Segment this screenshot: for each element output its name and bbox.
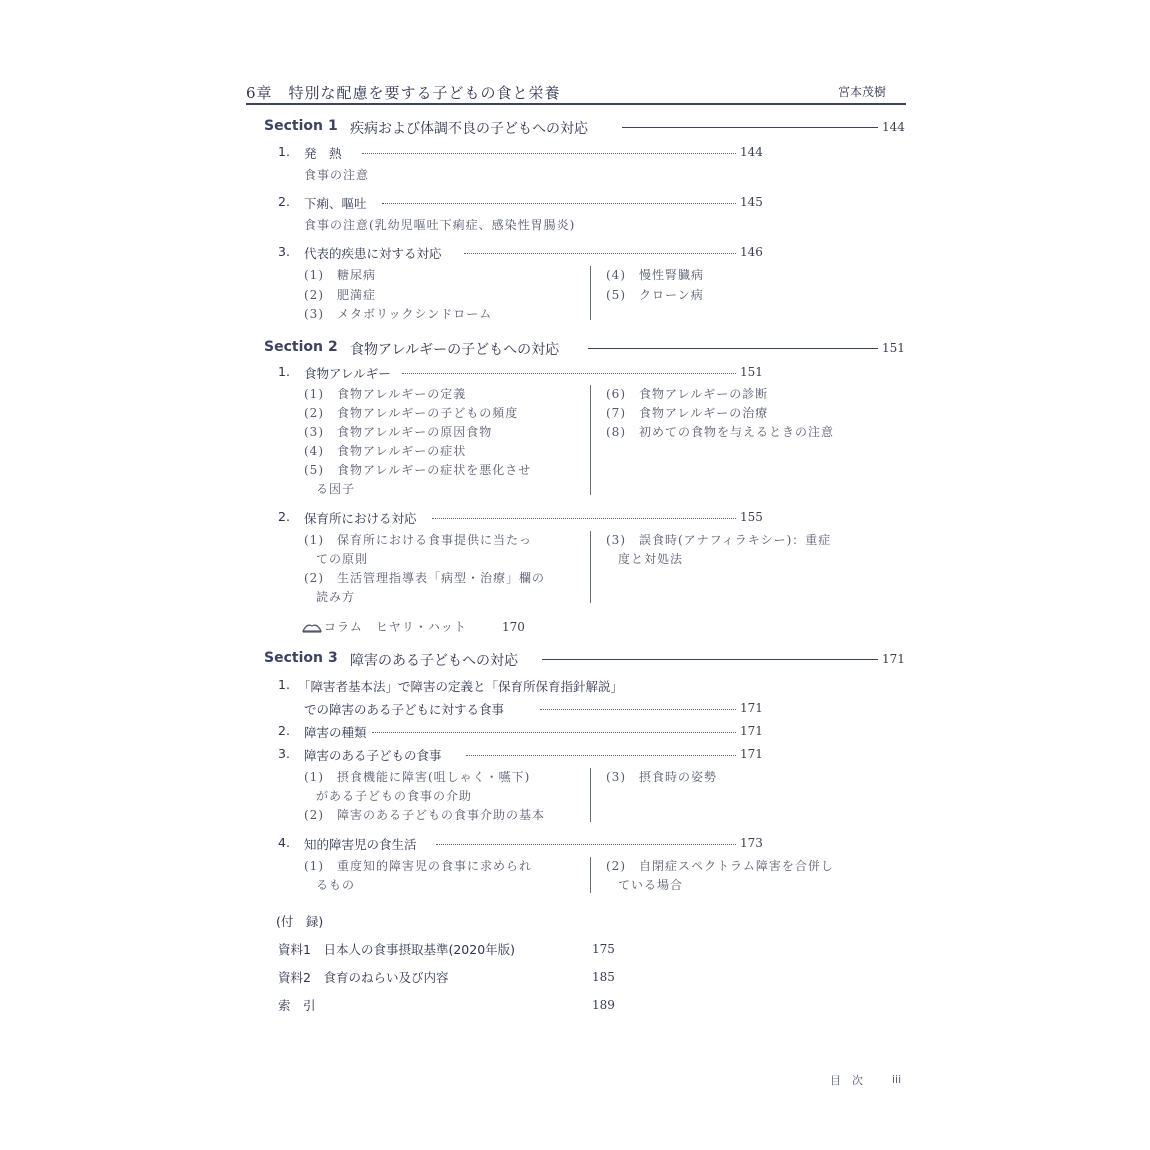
dot-leader: [466, 755, 736, 756]
column-divider: [590, 266, 591, 320]
sub-item-continued: 読み方: [316, 590, 356, 604]
sub-item: (1) 重度知的障害児の食事に求められ: [304, 859, 532, 873]
chapter-rule: [246, 103, 906, 105]
sub-item: (1) 保育所における食事提供に当たっ: [304, 533, 532, 547]
item-title: 下痢、嘔吐: [304, 196, 367, 211]
sub-item: (2) 食物アレルギーの子どもの頻度: [304, 406, 519, 420]
footer-page: iii: [892, 1073, 902, 1086]
item-page: 173: [740, 836, 763, 850]
item-number: 2.: [278, 509, 290, 524]
sub-item: (4) 慢性腎臓病: [606, 268, 704, 282]
dot-leader: [432, 518, 736, 519]
section-number: 3: [328, 650, 338, 666]
item-page: 145: [740, 195, 763, 209]
section-leader: [622, 127, 878, 128]
sub-item: (3) メタボリックシンドローム: [304, 307, 493, 321]
column-label: コラム ヒヤリ・ハット: [324, 620, 467, 634]
section-label: Section: [264, 118, 323, 134]
sub-item: (7) 食物アレルギーの治療: [606, 406, 769, 420]
sub-item: (3) 誤食時(アナフィラキシー)：重症: [606, 533, 832, 547]
dot-leader: [540, 709, 736, 710]
sub-item: (2) 自閉症スペクトラム障害を合併し: [606, 859, 834, 873]
section-label: Section: [264, 650, 323, 666]
footer-label: 目 次: [830, 1074, 863, 1087]
item-title-continued: での障害のある子どもに対する食事: [304, 702, 505, 717]
sub-item: (4) 食物アレルギーの症状: [304, 444, 467, 458]
section-page: 171: [882, 652, 905, 666]
column-icon: [302, 622, 322, 633]
appendix-entry: 索 引: [278, 998, 316, 1013]
sub-item: (5) 食物アレルギーの症状を悪化させ: [304, 463, 532, 477]
dot-leader: [436, 844, 736, 845]
item-page: 171: [740, 747, 763, 761]
section-page: 144: [882, 120, 905, 134]
column-divider: [590, 857, 591, 893]
appendix-page: 189: [592, 998, 615, 1012]
dot-leader: [362, 153, 736, 154]
sub-item: (1) 糖尿病: [304, 268, 376, 282]
sub-item: (5) クローン病: [606, 288, 704, 302]
sub-item: (8) 初めての食物を与えるときの注意: [606, 425, 834, 439]
item-title: 発 熱: [304, 146, 342, 161]
sub-item: (3) 摂食時の姿勢: [606, 770, 717, 784]
column-divider: [590, 768, 591, 822]
sub-item: (6) 食物アレルギーの診断: [606, 387, 769, 401]
item-title: 知的障害児の食生活: [304, 837, 417, 852]
author-name: 宮本茂樹: [838, 85, 887, 99]
sub-item: (2) 生活管理指導表「病型・治療」欄の: [304, 571, 545, 585]
sub-item-continued: るもの: [316, 878, 356, 892]
dot-leader: [372, 732, 736, 733]
column-entry: [302, 618, 467, 635]
item-number: 1.: [278, 677, 290, 692]
appendix-page: 185: [592, 970, 615, 984]
column-divider: [590, 385, 591, 495]
section-number: 2: [328, 339, 338, 355]
item-number: 1.: [278, 144, 290, 159]
sub-item-continued: ての原則: [316, 552, 369, 566]
dot-leader: [402, 373, 736, 374]
appendix-page: 175: [592, 942, 615, 956]
appendix-entry: 資料2 食育のねらい及び内容: [278, 970, 449, 985]
item-title: 障害の種類: [304, 725, 367, 740]
appendix-heading: (付 録): [276, 914, 324, 929]
item-page: 144: [740, 145, 763, 159]
dot-leader: [382, 203, 736, 204]
sub-item-continued: がある子どもの食事の介助: [316, 789, 473, 803]
sub-text: 食事の注意: [304, 168, 370, 182]
item-page: 171: [740, 701, 763, 715]
chapter-title: 6章 特別な配慮を要する子どもの食と栄養: [246, 84, 561, 102]
item-page: 151: [740, 365, 763, 379]
sub-item-continued: 度と対処法: [618, 552, 684, 566]
sub-item: (1) 摂食機能に障害(咀しゃく・嚥下): [304, 770, 531, 784]
section-number: 1: [328, 118, 338, 134]
item-number: 4.: [278, 835, 290, 850]
column-divider: [590, 531, 591, 603]
sub-item: (3) 食物アレルギーの原因食物: [304, 425, 493, 439]
section-title: 疾病および体調不良の子どもへの対応: [350, 121, 588, 137]
sub-text: 食事の注意(乳幼児嘔吐下痢症、感染性胃腸炎): [304, 218, 576, 232]
section-leader: [588, 348, 878, 349]
item-page: 171: [740, 724, 763, 738]
item-title: 食物アレルギー: [304, 366, 391, 381]
sub-item-continued: ている場合: [618, 878, 684, 892]
sub-item-continued: る因子: [316, 482, 356, 496]
appendix-entry: 資料1 日本人の食事摂取基準(2020年版): [278, 942, 516, 957]
item-number: 1.: [278, 364, 290, 379]
item-page: 155: [740, 510, 763, 524]
section-page: 151: [882, 341, 905, 355]
item-title: 保育所における対応: [304, 511, 417, 526]
dot-leader: [464, 253, 736, 254]
item-page: 146: [740, 245, 763, 259]
item-number: 3.: [278, 244, 290, 259]
section-title: 食物アレルギーの子どもへの対応: [350, 342, 560, 358]
item-number: 2.: [278, 723, 290, 738]
item-title: 「障害者基本法」で障害の定義と「保育所保育指針解説」: [298, 679, 624, 694]
section-leader: [542, 659, 878, 660]
item-title: 障害のある子どもの食事: [304, 748, 442, 763]
item-title: 代表的疾患に対する対応: [304, 246, 442, 261]
column-page: 170: [502, 620, 525, 634]
item-number: 3.: [278, 746, 290, 761]
section-label: Section: [264, 339, 323, 355]
item-number: 2.: [278, 194, 290, 209]
sub-item: (1) 食物アレルギーの定義: [304, 387, 467, 401]
section-title: 障害のある子どもへの対応: [350, 653, 518, 669]
sub-item: (2) 障害のある子どもの食事介助の基本: [304, 808, 545, 822]
sub-item: (2) 肥満症: [304, 288, 376, 302]
